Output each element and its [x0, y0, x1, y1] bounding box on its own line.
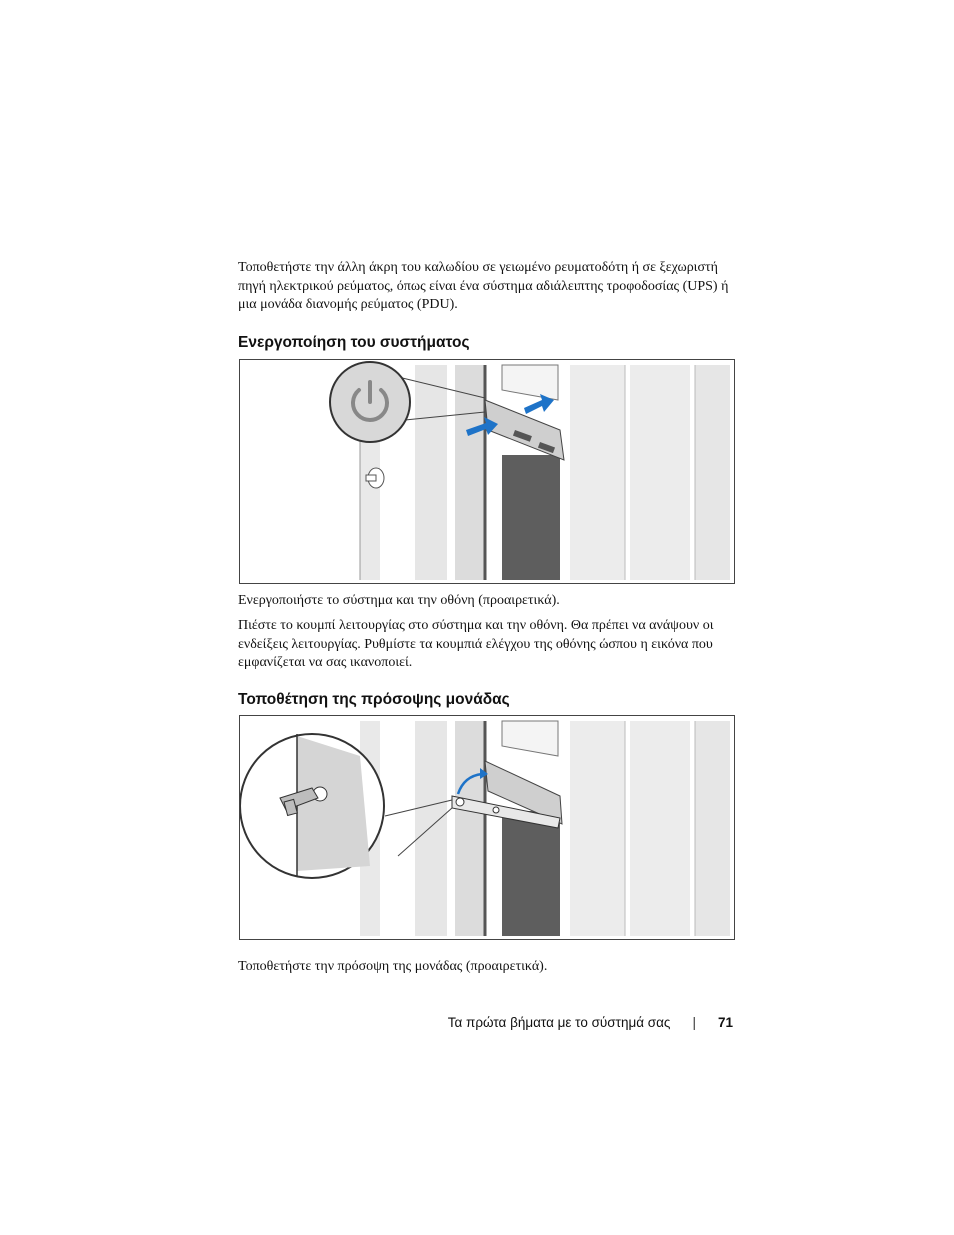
footer-separator: |: [692, 1015, 696, 1030]
figure-bezel: [239, 715, 735, 940]
figure2-caption: Τοποθετήστε την πρόσοψη της μονάδας (προαιρετικά).: [238, 959, 548, 974]
page-footer: [448, 1015, 733, 1030]
section-heading-bezel: Τοποθέτηση της πρόσοψης μονάδας: [238, 691, 510, 708]
section1-body: Πιέστε το κουμπί λειτουργίας στο σύστημα και την οθόνη. Θα πρέπει να ανάψουν οι ενδείξεις λειτουργίας. Ρυθμίστε τα κουμπιά ελέγχου της οθόνης ώσπου η εικόνα που εμφανίζεται να σας ικανοποιεί.: [238, 618, 714, 671]
page-number: 71: [717, 1015, 733, 1030]
figure-power-on: [239, 359, 735, 584]
intro-paragraph: Τοποθετήστε την άλλη άκρη του καλωδίου σε γειωμένο ρευματοδότη ή σε ξεχωριστή πηγή ηλεκτρικού ρεύματος, όπως είναι ένα σύστημα αδιάλειπτης τροφοδοσίας (UPS) ή μια μονάδα διανομής ρεύματος (PDU).: [238, 260, 729, 313]
bezel-illustration: [240, 716, 734, 939]
figure1-caption: Ενεργοποιήστε το σύστημα και την οθόνη (προαιρετικά).: [238, 593, 560, 608]
power-on-illustration: [240, 360, 734, 583]
section-heading-power-on: Ενεργοποίηση του συστήματος: [238, 334, 470, 351]
footer-title: Τα πρώτα βήματα με το σύστημά σας: [447, 1015, 671, 1030]
